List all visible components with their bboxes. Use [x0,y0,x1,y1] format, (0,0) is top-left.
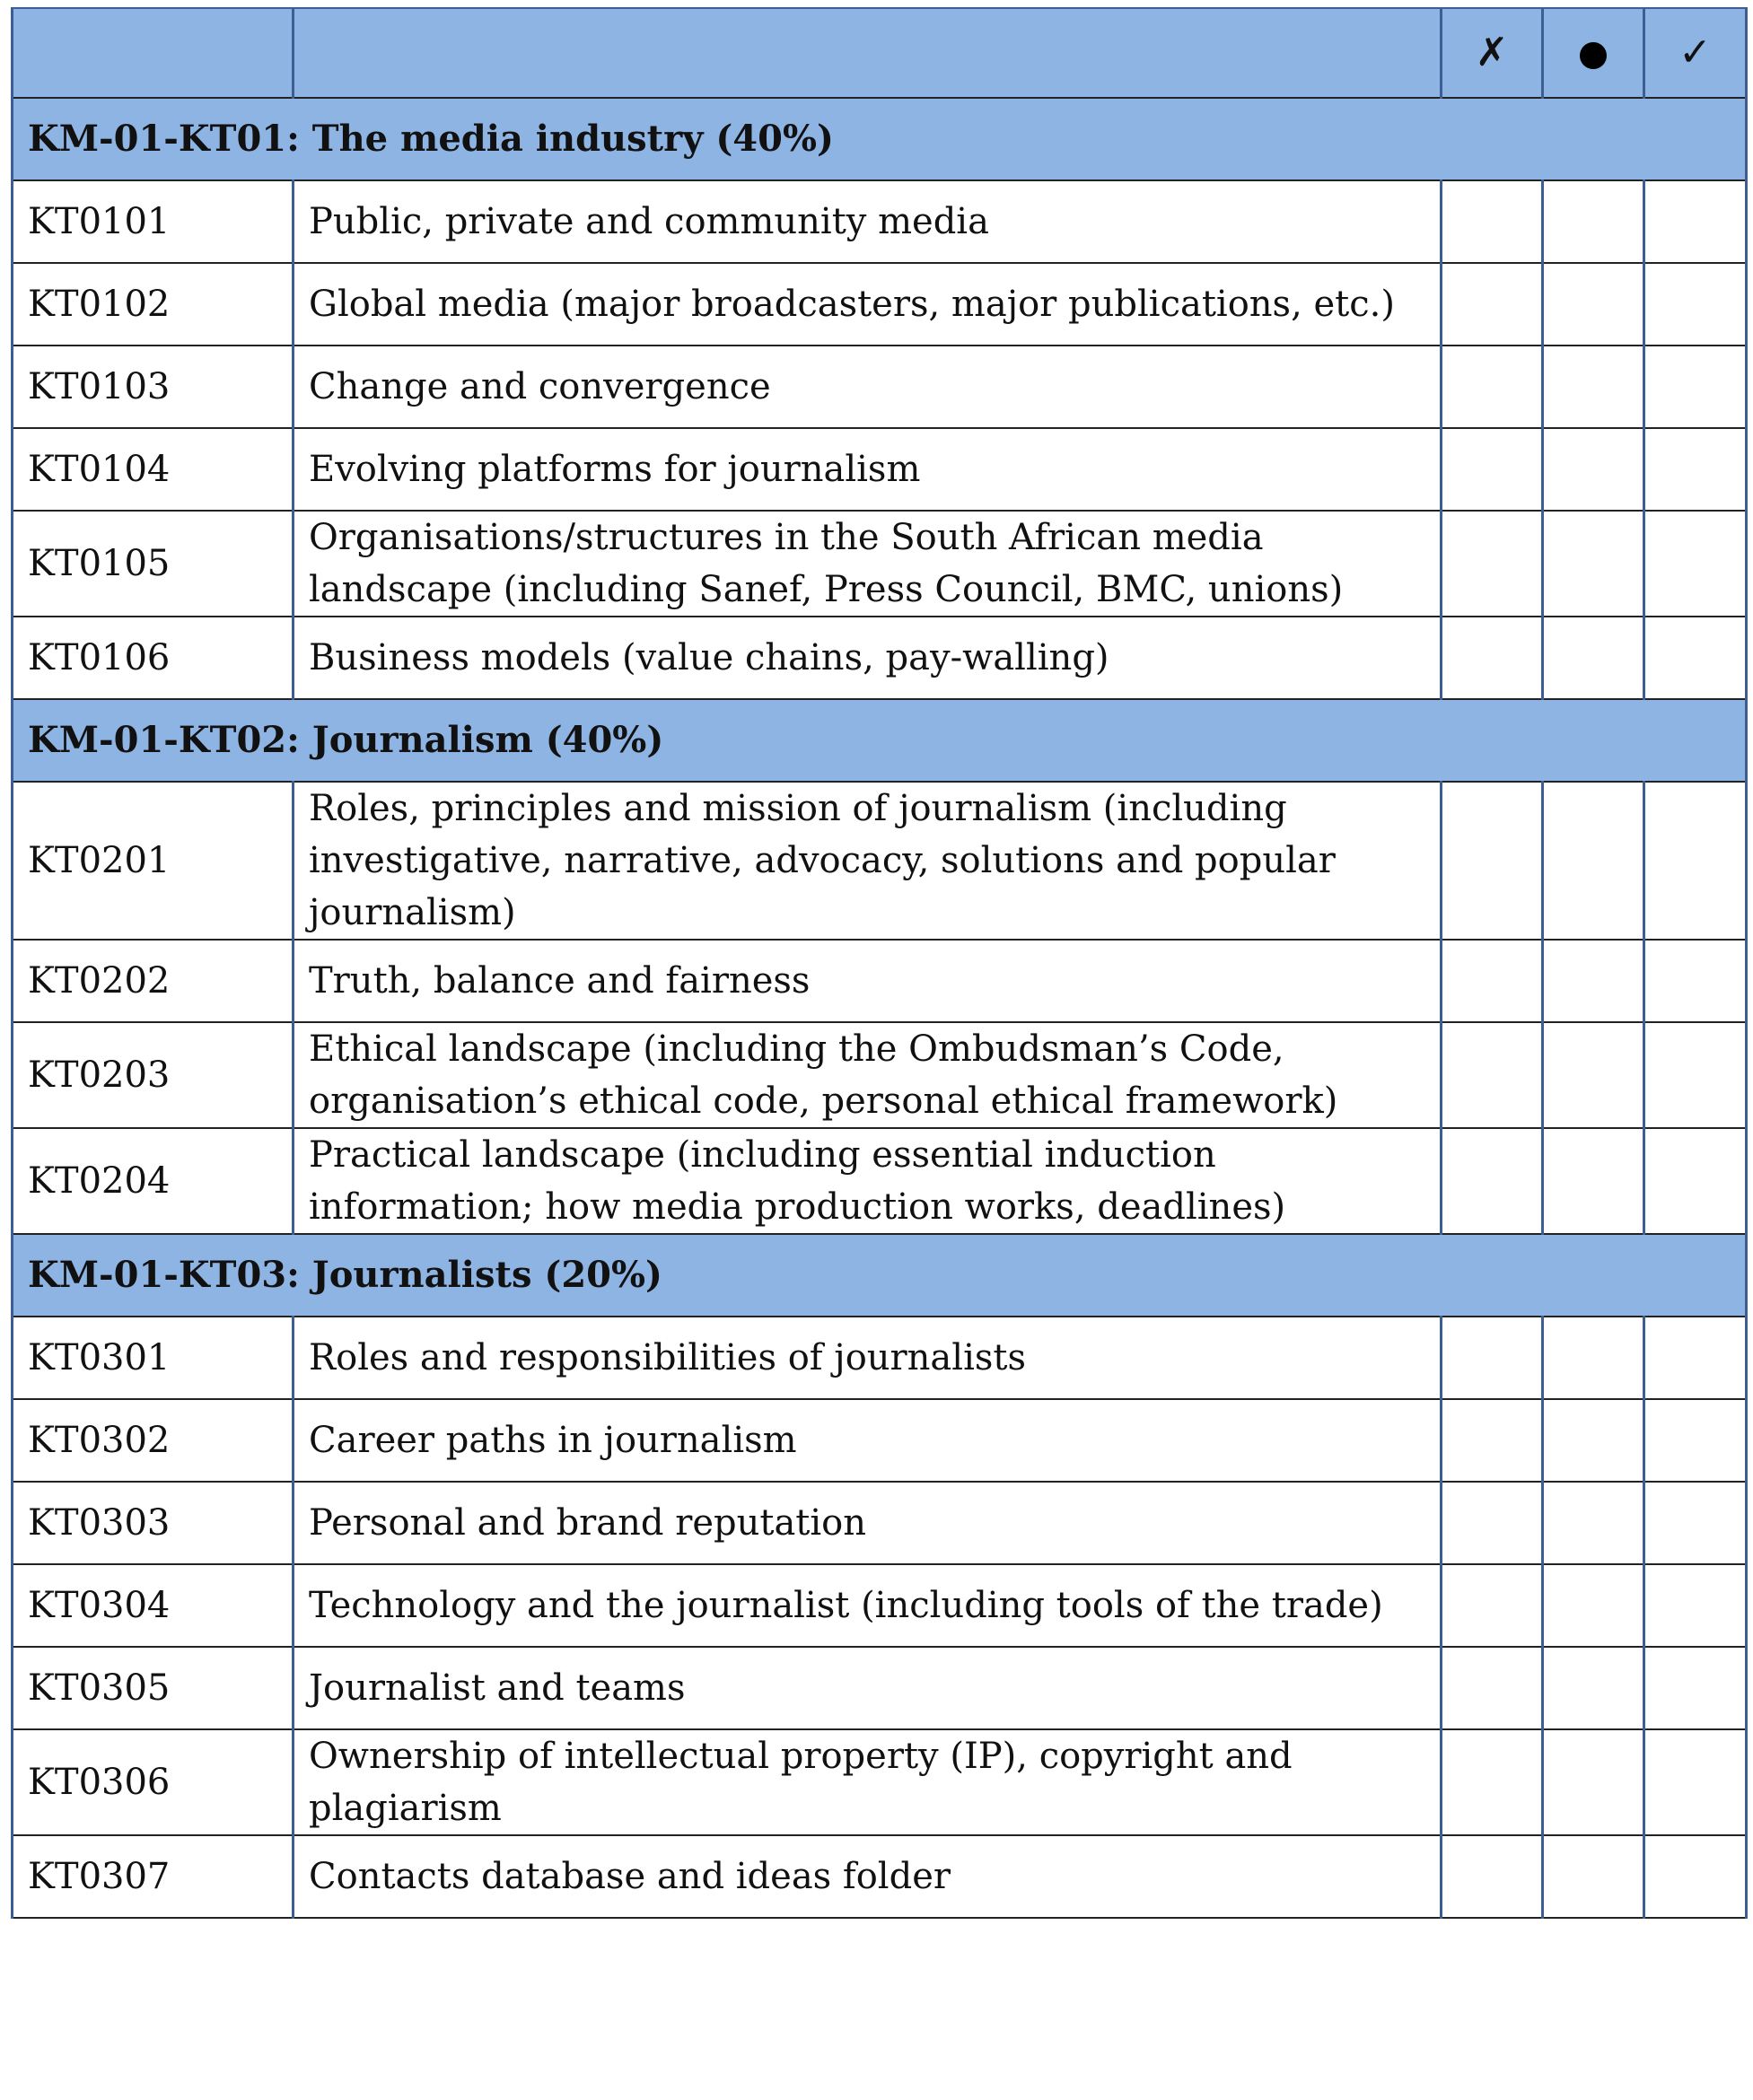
topic-code: KT0202 [13,940,294,1022]
partial-checkbox-cell[interactable] [1543,617,1644,699]
table-row [13,940,1747,1022]
competent-checkbox-cell[interactable] [1644,1128,1747,1234]
topic-code: KT0104 [13,428,294,511]
not-yet-checkbox-cell[interactable] [1442,1022,1543,1128]
topic-code: KT0305 [13,1647,294,1729]
section-header-row [13,98,1747,180]
topic-code: KT0106 [13,617,294,699]
knowledge-checklist-table [11,7,1748,1919]
competent-checkbox-cell[interactable] [1644,1022,1747,1128]
topic-code: KT0307 [13,1835,294,1918]
table-row [13,1399,1747,1482]
table-row [13,263,1747,346]
table-row [13,1729,1747,1835]
partial-checkbox-cell[interactable] [1543,1729,1644,1835]
topic-description: Personal and brand reputation [294,1482,1442,1564]
table-row [13,782,1747,940]
section-header-row [13,1234,1747,1317]
table-row [13,1835,1747,1918]
partial-checkbox-cell[interactable] [1543,1317,1644,1399]
topic-description: Roles, principles and mission of journalism (including investigative, narrative, advocacy, solutions and popular journalism) [294,782,1442,940]
topic-description: Practical landscape (including essential induction information; how media production works, deadlines) [294,1128,1442,1234]
table-row [13,1128,1747,1234]
topic-description: Ownership of intellectual property (IP), copyright and plagiarism [294,1729,1442,1835]
not-yet-checkbox-cell[interactable] [1442,1729,1543,1835]
competent-checkbox-cell[interactable] [1644,428,1747,511]
header-partial-mark [1543,8,1644,98]
table-row [13,1647,1747,1729]
topic-description: Ethical landscape (including the Ombudsman’s Code, organisation’s ethical code, personal ethical framework) [294,1022,1442,1128]
topic-description: Journalist and teams [294,1647,1442,1729]
competent-checkbox-cell[interactable] [1644,511,1747,617]
topic-code: KT0304 [13,1564,294,1647]
header-not-yet-mark [1442,8,1543,98]
topic-code: KT0102 [13,263,294,346]
not-yet-checkbox-cell[interactable] [1442,428,1543,511]
table-row [13,428,1747,511]
topic-description: Career paths in journalism [294,1399,1442,1482]
cross-icon: ✗ [1475,30,1509,75]
not-yet-checkbox-cell[interactable] [1442,1399,1543,1482]
not-yet-checkbox-cell[interactable] [1442,1647,1543,1729]
topic-description: Global media (major broadcasters, major publications, etc.) [294,263,1442,346]
topic-description: Organisations/structures in the South African media landscape (including Sanef, Press Council, BMC, unions) [294,511,1442,617]
partial-checkbox-cell[interactable] [1543,1399,1644,1482]
competent-checkbox-cell[interactable] [1644,1647,1747,1729]
table-row [13,511,1747,617]
topic-code: KT0301 [13,1317,294,1399]
partial-checkbox-cell[interactable] [1543,1128,1644,1234]
header-competent-mark [1644,8,1747,98]
competent-checkbox-cell[interactable] [1644,617,1747,699]
table-row [13,1022,1747,1128]
header-code-cell [13,8,294,98]
not-yet-checkbox-cell[interactable] [1442,617,1543,699]
header-row [13,8,1747,98]
not-yet-checkbox-cell[interactable] [1442,346,1543,428]
table-row [13,1482,1747,1564]
partial-checkbox-cell[interactable] [1543,346,1644,428]
partial-checkbox-cell[interactable] [1543,1482,1644,1564]
competent-checkbox-cell[interactable] [1644,346,1747,428]
topic-description: Contacts database and ideas folder [294,1835,1442,1918]
partial-checkbox-cell[interactable] [1543,782,1644,940]
topic-code: KT0101 [13,180,294,263]
filled-circle-icon [1580,42,1607,69]
topic-description: Evolving platforms for journalism [294,428,1442,511]
topic-description: Change and convergence [294,346,1442,428]
competent-checkbox-cell[interactable] [1644,263,1747,346]
not-yet-checkbox-cell[interactable] [1442,1564,1543,1647]
table-row [13,1564,1747,1647]
topic-code: KT0203 [13,1022,294,1128]
topic-code: KT0303 [13,1482,294,1564]
not-yet-checkbox-cell[interactable] [1442,263,1543,346]
checkmark-icon: ✓ [1678,30,1712,75]
not-yet-checkbox-cell[interactable] [1442,1317,1543,1399]
topic-code: KT0306 [13,1729,294,1835]
topic-code: KT0201 [13,782,294,940]
not-yet-checkbox-cell[interactable] [1442,180,1543,263]
competent-checkbox-cell[interactable] [1644,1729,1747,1835]
not-yet-checkbox-cell[interactable] [1442,1482,1543,1564]
section-title: KM-01-KT03: Journalists (20%) [13,1234,1747,1317]
partial-checkbox-cell[interactable] [1543,1564,1644,1647]
not-yet-checkbox-cell[interactable] [1442,1835,1543,1918]
topic-description: Business models (value chains, pay-walling) [294,617,1442,699]
partial-checkbox-cell[interactable] [1543,940,1644,1022]
competent-checkbox-cell[interactable] [1644,180,1747,263]
table-row [13,346,1747,428]
topic-code: KT0302 [13,1399,294,1482]
competent-checkbox-cell[interactable] [1644,1399,1747,1482]
topic-description: Technology and the journalist (including tools of the trade) [294,1564,1442,1647]
partial-checkbox-cell[interactable] [1543,1647,1644,1729]
topic-code: KT0103 [13,346,294,428]
table-body [13,98,1747,1918]
table-row [13,617,1747,699]
section-header-row [13,699,1747,782]
partial-checkbox-cell[interactable] [1543,180,1644,263]
section-title: KM-01-KT01: The media industry (40%) [13,98,1747,180]
not-yet-checkbox-cell[interactable] [1442,782,1543,940]
topic-code: KT0204 [13,1128,294,1234]
partial-checkbox-cell[interactable] [1543,428,1644,511]
not-yet-checkbox-cell[interactable] [1442,1128,1543,1234]
not-yet-checkbox-cell[interactable] [1442,511,1543,617]
partial-checkbox-cell[interactable] [1543,1835,1644,1918]
table-row [13,1317,1747,1399]
topic-description: Roles and responsibilities of journalists [294,1317,1442,1399]
competent-checkbox-cell[interactable] [1644,940,1747,1022]
section-title: KM-01-KT02: Journalism (40%) [13,699,1747,782]
competent-checkbox-cell[interactable] [1644,1317,1747,1399]
header-topic-cell [294,8,1442,98]
partial-checkbox-cell[interactable] [1543,511,1644,617]
partial-checkbox-cell[interactable] [1543,1022,1644,1128]
competent-checkbox-cell[interactable] [1644,1835,1747,1918]
table-row [13,180,1747,263]
partial-checkbox-cell[interactable] [1543,263,1644,346]
competent-checkbox-cell[interactable] [1644,782,1747,940]
competent-checkbox-cell[interactable] [1644,1482,1747,1564]
topic-description: Public, private and community media [294,180,1442,263]
not-yet-checkbox-cell[interactable] [1442,940,1543,1022]
topic-code: KT0105 [13,511,294,617]
competent-checkbox-cell[interactable] [1644,1564,1747,1647]
topic-description: Truth, balance and fairness [294,940,1442,1022]
